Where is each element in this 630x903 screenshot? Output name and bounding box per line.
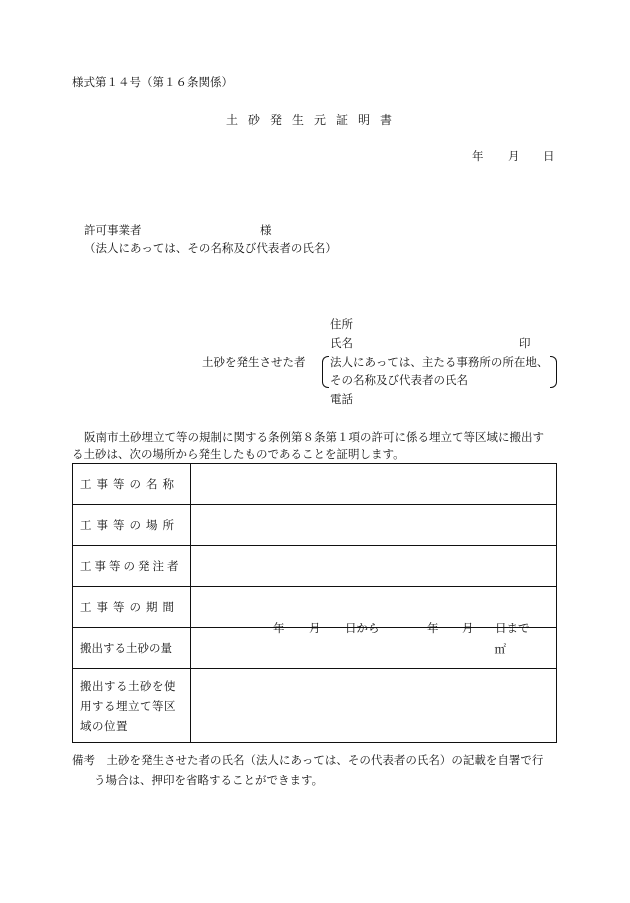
- notes: [72, 750, 562, 790]
- period-start-day: 日から: [345, 621, 380, 635]
- work-orderer-field[interactable]: [191, 546, 557, 587]
- statement-line2: る土砂は、次の場所から発生したものであることを証明します。: [72, 447, 405, 461]
- area-unit: ㎡: [494, 642, 506, 656]
- date-year-label: 年: [472, 149, 484, 163]
- statement-line1: 阪南市土砂埋立て等の規制に関する条例第８条第１項の許可に係る埋立て等区域に搬出す: [84, 430, 544, 444]
- issuer-role-label: 土砂を発生させた者: [202, 355, 306, 369]
- table-row: [73, 628, 557, 669]
- disposal-location-label-line3: 域の位置: [80, 718, 128, 733]
- addressee-honorific: 様: [260, 223, 272, 237]
- issuer-name-label: 氏名: [330, 336, 353, 350]
- seal-mark: 印: [519, 336, 531, 350]
- table-row: [73, 669, 557, 743]
- table-row: [73, 464, 557, 505]
- period-end-year: 年: [427, 621, 439, 635]
- table-row: [73, 505, 557, 546]
- certificate-table: [72, 463, 557, 743]
- period-end-day: 日まで: [495, 621, 530, 635]
- work-period-label: 工事等の期間: [80, 600, 179, 614]
- document-title: 土砂発生元証明書: [226, 113, 403, 127]
- form-number: 様式第１４号（第１６条関係）: [72, 75, 233, 89]
- date-day-label: 日: [543, 149, 555, 163]
- disposal-location-label-line1: 搬出する土砂を使: [80, 678, 176, 693]
- work-orderer-label: 工事等の発注者: [80, 559, 182, 573]
- addressee-label: 許可事業者: [84, 223, 142, 237]
- issuer-corp-note-line1: 法人にあっては、主たる事務所の所在地、: [330, 355, 549, 369]
- period-end-month: 月: [462, 621, 474, 635]
- issuer-address-label: 住所: [330, 317, 353, 331]
- soil-amount-field[interactable]: [191, 628, 557, 669]
- disposal-location-label-line2: 用する埋立て等区: [80, 698, 176, 713]
- work-name-field[interactable]: [191, 464, 557, 505]
- addressee-note: （法人にあっては、その名称及び代表者の氏名）: [84, 241, 337, 255]
- work-name-label: 工事等の名称: [80, 477, 179, 491]
- work-period-field[interactable]: [191, 587, 557, 635]
- period-start-year: 年: [273, 621, 285, 635]
- issuer-corp-note-line2: その名称及び代表者の氏名: [330, 373, 468, 387]
- left-brace: [322, 356, 329, 388]
- notes-line1: 備考 土砂を発生させた者の氏名（法人にあっては、その代表者の氏名）の記載を自署で行: [72, 753, 544, 767]
- table-row: [73, 546, 557, 587]
- soil-amount-label: 搬出する土砂の量: [80, 641, 172, 655]
- work-location-label: 工事等の場所: [80, 518, 179, 532]
- disposal-location-field[interactable]: [191, 669, 557, 743]
- notes-line2: う場合は、押印を省略することができます。: [94, 773, 324, 787]
- work-location-field[interactable]: [191, 505, 557, 546]
- date-month-label: 月: [508, 149, 520, 163]
- table-row: [73, 587, 557, 628]
- right-brace: [550, 356, 557, 388]
- issuer-phone-label: 電話: [330, 392, 353, 406]
- period-start-month: 月: [309, 621, 321, 635]
